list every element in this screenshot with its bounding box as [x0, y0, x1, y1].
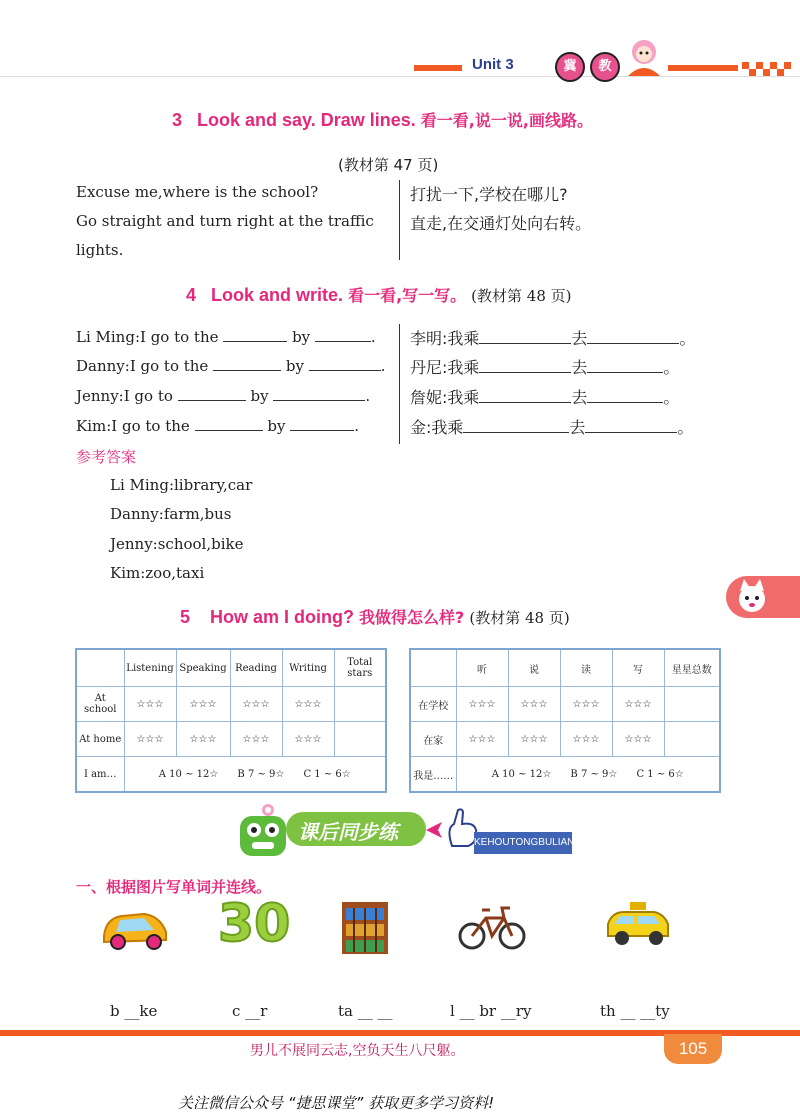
- word-car[interactable]: c __r: [232, 1002, 268, 1020]
- s4-cn-row-4-text: 金:我乘: [410, 418, 464, 437]
- section-4-title-en: Look and write.: [211, 285, 344, 305]
- word-taxi[interactable]: ta __ __: [338, 1002, 393, 1020]
- total-cell[interactable]: [664, 687, 720, 722]
- library-icon: [342, 902, 388, 954]
- s4-en-row-2: [76, 356, 386, 375]
- rating-c[interactable]: C 1 ~ 6☆: [636, 768, 684, 780]
- period: 。: [663, 358, 680, 377]
- banner-sub: KEHOUTONGBULIAN: [474, 832, 572, 854]
- period: .: [380, 357, 386, 375]
- arrow-icon: [426, 822, 446, 838]
- s3-en-line-2: Go straight and turn right at the traffic: [76, 212, 374, 230]
- footer-motto: 男儿不展同云志,空负天生八尺躯。: [250, 1043, 465, 1059]
- s4-en-row-3-text: Jenny:I go to: [76, 387, 173, 405]
- answer-4: Kim:zoo,taxi: [110, 564, 205, 582]
- s4-cn-row-2-qu: 去: [571, 358, 588, 377]
- number-thirty: 30: [218, 894, 291, 954]
- checker-1: [742, 62, 749, 69]
- section-4-number: 4: [186, 285, 197, 305]
- s4-en-row-1-by: by: [292, 328, 311, 346]
- word-library[interactable]: l __ br __ry: [450, 1002, 532, 1020]
- cat-face-icon: [732, 577, 772, 617]
- answer-3: Jenny:school,bike: [110, 535, 244, 553]
- table-header-cell: 写: [612, 649, 664, 687]
- s3-cn-line-2: 直走,在交通灯处向右转。: [410, 214, 592, 233]
- s4-cn-row-4-qu: 去: [569, 418, 586, 437]
- star-cell[interactable]: ☆☆☆: [282, 687, 334, 722]
- table-header-cell: Total stars: [334, 649, 386, 687]
- star-cell[interactable]: ☆☆☆: [230, 687, 282, 722]
- s4-en-row-4-text: Kim:I go to the: [76, 417, 190, 435]
- badge-ji: 冀: [555, 52, 585, 82]
- star-cell[interactable]: ☆☆☆: [560, 687, 612, 722]
- table-cell: 在学校: [410, 687, 456, 722]
- section-5-title-cn: 我做得怎么样?: [359, 608, 465, 627]
- practice-banner: [226, 802, 574, 860]
- rating-a[interactable]: A 10 ~ 12☆: [491, 768, 552, 780]
- s4-en-row-4-by: by: [267, 417, 286, 435]
- side-tab: [726, 576, 800, 618]
- header-orange-bar-right: [668, 65, 738, 71]
- table-cell: [410, 649, 456, 687]
- car-icon: [100, 904, 170, 952]
- blank[interactable]: [178, 386, 246, 401]
- period: .: [370, 328, 376, 346]
- total-cell[interactable]: [334, 687, 386, 722]
- table-cell: I am…: [76, 757, 124, 793]
- checker-2: [756, 62, 763, 69]
- section-3-title: [172, 108, 593, 131]
- header-orange-bar-left: [414, 65, 462, 71]
- taxi-icon: [604, 900, 672, 950]
- star-cell[interactable]: ☆☆☆: [124, 722, 176, 757]
- section-4-title-cn: 看一看,写一写。: [348, 286, 467, 305]
- fairy-girl-icon: [614, 36, 674, 80]
- watermark: 关注微信公众号 “捷思课堂” 获取更多学习资料!: [178, 1094, 495, 1112]
- checker-5: [770, 62, 777, 69]
- blank[interactable]: [479, 329, 571, 344]
- word-thirty[interactable]: th __ __ty: [600, 1002, 670, 1020]
- rating-a[interactable]: A 10 ~ 12☆: [158, 768, 219, 780]
- s4-en-row-2-text: Danny:I go to the: [76, 357, 209, 375]
- bike-icon: [458, 902, 526, 952]
- table-header-cell: 星星总数: [664, 649, 720, 687]
- s3-cn-line-1: 打扰一下,学校在哪儿?: [410, 185, 568, 204]
- section-4-title: [186, 283, 572, 306]
- section-5-ref: (教材第 48 页): [469, 609, 570, 627]
- stars-table-cn: [409, 648, 721, 793]
- answer-2: Danny:farm,bus: [110, 505, 232, 523]
- rating-c[interactable]: C 1 ~ 6☆: [303, 768, 351, 780]
- s4-en-row-1-text: Li Ming:I go to the: [76, 328, 219, 346]
- star-cell[interactable]: ☆☆☆: [456, 722, 508, 757]
- blank[interactable]: [587, 358, 663, 373]
- checker-4: [763, 69, 770, 76]
- s3-divider: [399, 180, 400, 260]
- blank[interactable]: [273, 386, 365, 401]
- table-row: [76, 649, 386, 687]
- table-row: [76, 687, 386, 722]
- s4-en-row-4: [76, 416, 359, 435]
- rating-b[interactable]: B 7 ~ 9☆: [237, 768, 285, 780]
- s4-en-row-2-by: by: [285, 357, 304, 375]
- section-5-title-en: How am I doing?: [210, 607, 355, 627]
- section-4-ref: (教材第 48 页): [471, 287, 572, 305]
- s4-en-row-1: [76, 327, 376, 346]
- section-3-title-cn: 看一看,说一说,画线路。: [420, 111, 593, 130]
- period: 。: [679, 329, 696, 348]
- blank[interactable]: [587, 329, 679, 344]
- checker-7: [777, 69, 784, 76]
- star-cell[interactable]: ☆☆☆: [176, 687, 230, 722]
- checker-3: [749, 69, 756, 76]
- blank[interactable]: [195, 416, 263, 431]
- s4-en-row-3: [76, 386, 370, 405]
- star-cell[interactable]: ☆☆☆: [508, 722, 560, 757]
- total-cell[interactable]: [664, 722, 720, 757]
- answer-1: Li Ming:library,car: [110, 476, 253, 494]
- rating-cell: [124, 757, 386, 793]
- section-3-ref: (教材第 47 页): [338, 156, 439, 174]
- total-cell[interactable]: [334, 722, 386, 757]
- period: .: [365, 387, 371, 405]
- blank[interactable]: [479, 358, 571, 373]
- checker-6: [784, 62, 791, 69]
- star-cell[interactable]: ☆☆☆: [456, 687, 508, 722]
- table-row: [76, 722, 386, 757]
- table-cell: 我是……: [410, 757, 456, 793]
- stars-table-en: [75, 648, 387, 793]
- blank[interactable]: [585, 418, 677, 433]
- s4-cn-row-2-text: 丹尼:我乘: [410, 358, 480, 377]
- rating-b[interactable]: B 7 ~ 9☆: [570, 768, 618, 780]
- table-header-cell: Listening: [124, 649, 176, 687]
- banner-title: 课后同步练: [298, 820, 398, 844]
- period: 。: [677, 418, 694, 437]
- table-cell: At home: [76, 722, 124, 757]
- badge-jiao: 教: [590, 52, 620, 82]
- star-cell[interactable]: ☆☆☆: [612, 722, 664, 757]
- table-row: [76, 757, 386, 793]
- page-number: 105: [664, 1034, 722, 1064]
- table-row: [410, 722, 720, 757]
- section-5-title: [180, 605, 570, 628]
- blank[interactable]: [479, 388, 571, 403]
- s4-cn-row-1-text: 李明:我乘: [410, 329, 480, 348]
- blank[interactable]: [309, 356, 381, 371]
- unit-label: Unit 3: [472, 56, 514, 73]
- table-cell: At school: [76, 687, 124, 722]
- blank[interactable]: [315, 327, 371, 342]
- blank[interactable]: [223, 327, 287, 342]
- table-row: [410, 649, 720, 687]
- word-bike[interactable]: b __ke: [110, 1002, 158, 1020]
- star-cell[interactable]: ☆☆☆: [230, 722, 282, 757]
- s3-en-line-1: Excuse me,where is the school?: [76, 183, 319, 201]
- s3-en-line-3: lights.: [76, 241, 124, 259]
- table-header-cell: Writing: [282, 649, 334, 687]
- table-row: [410, 687, 720, 722]
- exercise-task: 一、根据图片写单词并连线。: [76, 878, 272, 896]
- s4-cn-row-3-text: 詹妮:我乘: [410, 388, 480, 407]
- star-cell[interactable]: ☆☆☆: [508, 687, 560, 722]
- table-cell: 在家: [410, 722, 456, 757]
- table-header-cell: Reading: [230, 649, 282, 687]
- s4-cn-row-3: [410, 385, 679, 408]
- blank[interactable]: [290, 416, 354, 431]
- period: 。: [663, 388, 680, 407]
- s4-en-row-3-by: by: [250, 387, 269, 405]
- header-rule: [0, 76, 800, 77]
- star-cell[interactable]: ☆☆☆: [124, 687, 176, 722]
- monster-mascot-icon: [232, 800, 292, 860]
- table-header-cell: 读: [560, 649, 612, 687]
- section-3-title-en: Look and say. Draw lines.: [197, 110, 416, 130]
- blank[interactable]: [587, 388, 663, 403]
- section-3-number: 3: [172, 110, 183, 130]
- star-cell[interactable]: ☆☆☆: [560, 722, 612, 757]
- table-header-cell: 听: [456, 649, 508, 687]
- table-header-cell: 说: [508, 649, 560, 687]
- table-row: [410, 757, 720, 793]
- table-cell: [76, 649, 124, 687]
- star-cell[interactable]: ☆☆☆: [176, 722, 230, 757]
- s4-divider: [399, 324, 400, 444]
- star-cell[interactable]: ☆☆☆: [612, 687, 664, 722]
- s4-cn-row-3-qu: 去: [571, 388, 588, 407]
- answer-label: 参考答案: [76, 448, 137, 466]
- s4-cn-row-4: [410, 415, 693, 438]
- s4-cn-row-2: [410, 355, 679, 378]
- blank[interactable]: [463, 418, 569, 433]
- rating-cell: [456, 757, 720, 793]
- section-5-number: 5: [180, 607, 191, 627]
- period: .: [354, 417, 359, 435]
- s4-cn-row-1-qu: 去: [571, 329, 588, 348]
- table-header-cell: Speaking: [176, 649, 230, 687]
- s4-cn-row-1: [410, 326, 695, 349]
- blank[interactable]: [213, 356, 281, 371]
- star-cell[interactable]: ☆☆☆: [282, 722, 334, 757]
